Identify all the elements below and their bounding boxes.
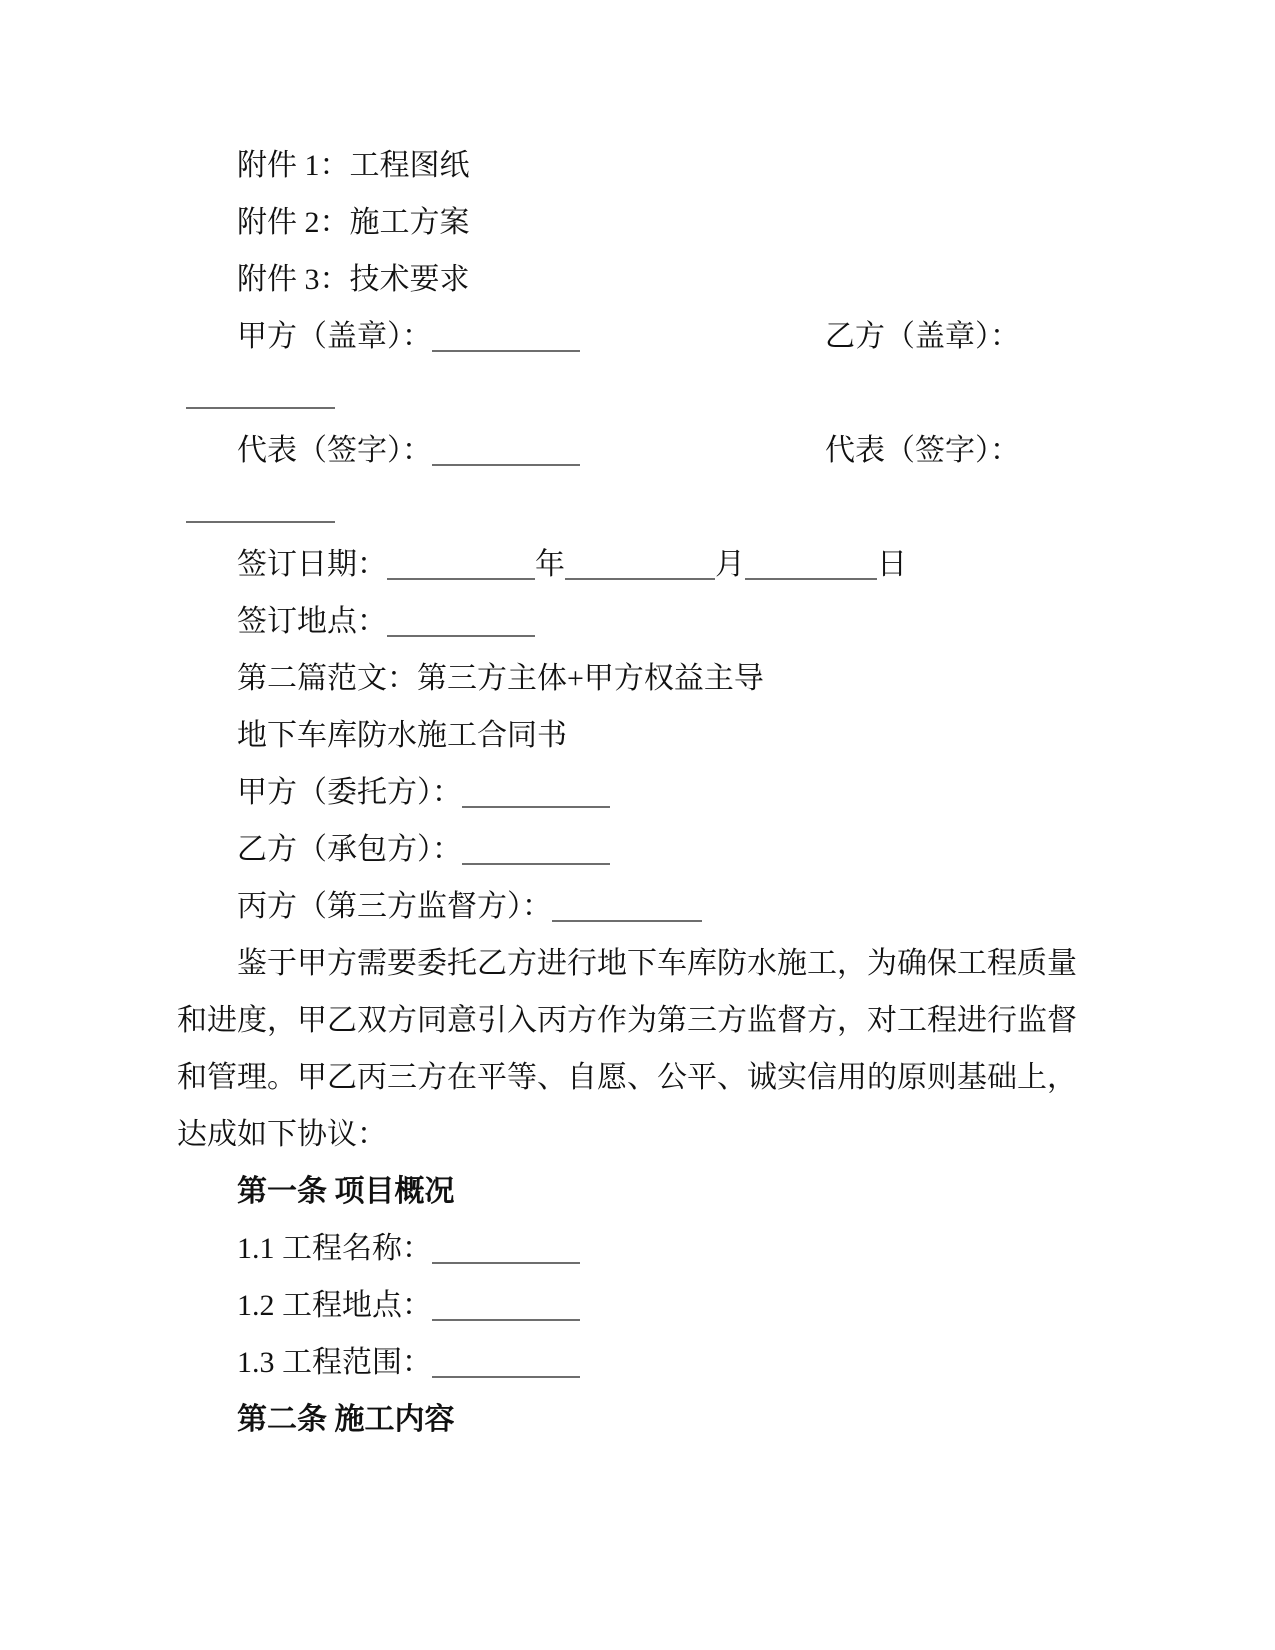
- document-line: [177, 1391, 1070, 1448]
- fill-in-blank-underline: [387, 578, 535, 580]
- line-text: 乙方（承包方）：: [237, 833, 462, 866]
- line-text: 附件 2：施工方案: [237, 206, 470, 239]
- line-text: 丙方（第三方监督方）：: [237, 890, 552, 923]
- document-line: [177, 1220, 1070, 1277]
- line-text: 甲方（盖章）：: [237, 320, 432, 353]
- document-line: [177, 308, 1070, 365]
- document-line: [177, 593, 1070, 650]
- document-line: [177, 479, 1070, 536]
- fill-in-blank-underline: [432, 1319, 580, 1321]
- fill-in-blank-underline: [565, 578, 715, 580]
- fill-in-blank-underline: [387, 635, 535, 637]
- document-line: [177, 1277, 1070, 1334]
- document-line: [177, 1334, 1070, 1391]
- line-text: 签订地点：: [237, 605, 387, 638]
- document-line: [177, 935, 1077, 992]
- document-line: [177, 650, 1070, 707]
- document-line: [177, 707, 1070, 764]
- document-line: [177, 1049, 1077, 1106]
- fill-in-blank-underline: [186, 521, 335, 523]
- document-line: [177, 878, 1070, 935]
- fill-in-blank-underline: [432, 1376, 580, 1378]
- line-text: 第二篇范文：第三方主体+甲方权益主导: [237, 662, 764, 695]
- line-text: 1.1 工程名称：: [237, 1232, 432, 1265]
- line-text: 附件 1：工程图纸: [237, 149, 470, 182]
- line-text-second-column: 乙方（盖章）：: [825, 320, 1020, 353]
- fill-in-blank-underline: [432, 1262, 580, 1264]
- line-text: 日: [877, 548, 907, 581]
- line-text: 1.3 工程范围：: [237, 1346, 432, 1379]
- document-line: [177, 365, 1070, 422]
- line-text: 年: [535, 548, 565, 581]
- fill-in-blank-underline: [745, 578, 877, 580]
- clause-heading-text: 第一条 项目概况: [237, 1175, 455, 1208]
- fill-in-blank-underline: [462, 863, 610, 865]
- document-line: [177, 137, 1070, 194]
- document-line: [177, 422, 1070, 479]
- document-line: [177, 1163, 1070, 1220]
- line-text: 月: [715, 548, 745, 581]
- line-text: 地下车库防水施工合同书: [237, 719, 567, 752]
- fill-in-blank-underline: [462, 806, 610, 808]
- fill-in-blank-underline: [432, 350, 580, 352]
- document-line: [177, 194, 1070, 251]
- document-line: [177, 251, 1070, 308]
- document-line: [177, 992, 1077, 1049]
- line-text: 代表（签字）：: [237, 434, 432, 467]
- line-text: 和进度，甲乙双方同意引入丙方作为第三方监督方，对工程进行监督: [177, 1004, 1077, 1037]
- line-text-second-column: 代表（签字）：: [825, 434, 1020, 467]
- line-text: 鉴于甲方需要委托乙方进行地下车库防水施工，为确保工程质量: [237, 947, 1077, 980]
- document-line: [177, 1106, 1070, 1163]
- line-text: 签订日期：: [237, 548, 387, 581]
- fill-in-blank-underline: [432, 464, 580, 466]
- line-text: 达成如下协议：: [177, 1118, 387, 1151]
- line-text: 甲方（委托方）：: [237, 776, 462, 809]
- fill-in-blank-underline: [186, 407, 335, 409]
- document-line: [177, 764, 1070, 821]
- line-text: 1.2 工程地点：: [237, 1289, 432, 1322]
- document-line: [177, 536, 1070, 593]
- fill-in-blank-underline: [552, 920, 702, 922]
- line-text: 和管理。甲乙丙三方在平等、自愿、公平、诚实信用的原则基础上，: [177, 1061, 1077, 1094]
- document-line: [177, 821, 1070, 878]
- clause-heading-text: 第二条 施工内容: [237, 1403, 455, 1436]
- line-text: 附件 3：技术要求: [237, 263, 470, 296]
